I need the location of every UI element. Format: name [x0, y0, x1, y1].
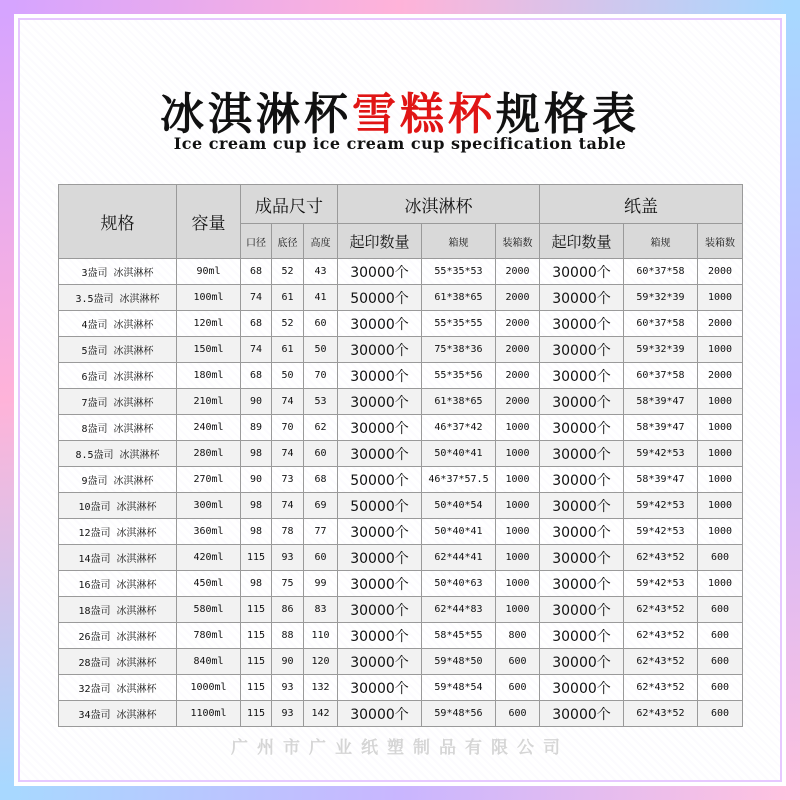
cup-box-spec-cell: 61*38*65 [422, 285, 496, 311]
cup-box-spec-cell: 62*44*83 [422, 597, 496, 623]
capacity-cell: 210ml [177, 389, 241, 415]
lid-box-qty-cell: 600 [698, 649, 743, 675]
bottom-cell: 88 [272, 623, 304, 649]
cup-box-qty-cell: 1000 [496, 467, 540, 493]
mouth-cell: 98 [241, 441, 272, 467]
lid-box-qty-cell: 1000 [698, 389, 743, 415]
height-cell: 120 [304, 649, 338, 675]
bottom-cell: 73 [272, 467, 304, 493]
bottom-cell: 93 [272, 701, 304, 727]
capacity-cell: 1100ml [177, 701, 241, 727]
lid-min-order-cell: 30000个 [540, 701, 624, 727]
spec-cell: 34盎司 冰淇淋杯 [59, 701, 177, 727]
bottom-cell: 52 [272, 259, 304, 285]
lid-box-spec-cell: 62*43*52 [624, 649, 698, 675]
height-cell: 60 [304, 311, 338, 337]
height-cell: 142 [304, 701, 338, 727]
lid-box-qty-cell: 1000 [698, 493, 743, 519]
cup-min-order-cell: 30000个 [338, 259, 422, 285]
spec-cell: 3盎司 冰淇淋杯 [59, 259, 177, 285]
capacity-cell: 180ml [177, 363, 241, 389]
lid-box-spec-cell: 62*43*52 [624, 701, 698, 727]
header-lid-box-spec: 箱规 [624, 224, 698, 259]
capacity-cell: 360ml [177, 519, 241, 545]
table-row [59, 545, 743, 571]
spec-cell: 9盎司 冰淇淋杯 [59, 467, 177, 493]
mouth-cell: 115 [241, 675, 272, 701]
table-row [59, 467, 743, 493]
bottom-cell: 61 [272, 337, 304, 363]
table-body [59, 259, 743, 727]
spec-cell: 28盎司 冰淇淋杯 [59, 649, 177, 675]
spec-cell: 32盎司 冰淇淋杯 [59, 675, 177, 701]
bottom-cell: 70 [272, 415, 304, 441]
height-cell: 99 [304, 571, 338, 597]
cup-min-order-cell: 30000个 [338, 519, 422, 545]
lid-box-qty-cell: 1000 [698, 571, 743, 597]
cup-min-order-cell: 30000个 [338, 415, 422, 441]
capacity-cell: 420ml [177, 545, 241, 571]
height-cell: 53 [304, 389, 338, 415]
cup-min-order-cell: 30000个 [338, 649, 422, 675]
lid-min-order-cell: 30000个 [540, 337, 624, 363]
lid-box-qty-cell: 1000 [698, 519, 743, 545]
spec-cell: 26盎司 冰淇淋杯 [59, 623, 177, 649]
lid-min-order-cell: 30000个 [540, 623, 624, 649]
mouth-cell: 98 [241, 493, 272, 519]
cup-box-qty-cell: 2000 [496, 259, 540, 285]
mouth-cell: 74 [241, 285, 272, 311]
table-row [59, 597, 743, 623]
cup-box-spec-cell: 46*37*42 [422, 415, 496, 441]
cup-box-qty-cell: 1000 [496, 415, 540, 441]
cup-box-qty-cell: 600 [496, 701, 540, 727]
height-cell: 50 [304, 337, 338, 363]
lid-box-spec-cell: 59*32*39 [624, 285, 698, 311]
bottom-cell: 61 [272, 285, 304, 311]
table-row [59, 311, 743, 337]
cup-box-qty-cell: 1000 [496, 545, 540, 571]
cup-min-order-cell: 50000个 [338, 467, 422, 493]
header-capacity: 容量 [177, 185, 241, 259]
capacity-cell: 840ml [177, 649, 241, 675]
lid-box-qty-cell: 1000 [698, 285, 743, 311]
lid-min-order-cell: 30000个 [540, 571, 624, 597]
header-cup-box-qty: 装箱数 [496, 224, 540, 259]
lid-box-spec-cell: 62*43*52 [624, 597, 698, 623]
lid-box-spec-cell: 59*42*53 [624, 493, 698, 519]
cup-box-spec-cell: 50*40*54 [422, 493, 496, 519]
table-row [59, 519, 743, 545]
spec-cell: 8盎司 冰淇淋杯 [59, 415, 177, 441]
table-row [59, 623, 743, 649]
spec-table [58, 184, 743, 727]
bottom-cell: 75 [272, 571, 304, 597]
table-row [59, 389, 743, 415]
lid-min-order-cell: 30000个 [540, 493, 624, 519]
capacity-cell: 580ml [177, 597, 241, 623]
header-spec: 规格 [59, 185, 177, 259]
cup-min-order-cell: 30000个 [338, 701, 422, 727]
height-cell: 43 [304, 259, 338, 285]
height-cell: 132 [304, 675, 338, 701]
mouth-cell: 89 [241, 415, 272, 441]
header-cup-box-spec: 箱规 [422, 224, 496, 259]
cup-min-order-cell: 30000个 [338, 571, 422, 597]
lid-min-order-cell: 30000个 [540, 363, 624, 389]
lid-box-spec-cell: 59*42*53 [624, 441, 698, 467]
height-cell: 110 [304, 623, 338, 649]
cup-box-qty-cell: 1000 [496, 571, 540, 597]
height-cell: 68 [304, 467, 338, 493]
cup-box-qty-cell: 2000 [496, 337, 540, 363]
capacity-cell: 90ml [177, 259, 241, 285]
mouth-cell: 115 [241, 701, 272, 727]
capacity-cell: 1000ml [177, 675, 241, 701]
cup-min-order-cell: 30000个 [338, 337, 422, 363]
lid-min-order-cell: 30000个 [540, 285, 624, 311]
lid-box-qty-cell: 600 [698, 701, 743, 727]
lid-min-order-cell: 30000个 [540, 597, 624, 623]
spec-cell: 3.5盎司 冰淇淋杯 [59, 285, 177, 311]
lid-min-order-cell: 30000个 [540, 415, 624, 441]
lid-box-spec-cell: 59*42*53 [624, 571, 698, 597]
cup-box-spec-cell: 75*38*36 [422, 337, 496, 363]
lid-box-spec-cell: 62*43*52 [624, 545, 698, 571]
spec-cell: 16盎司 冰淇淋杯 [59, 571, 177, 597]
lid-box-spec-cell: 58*39*47 [624, 415, 698, 441]
mouth-cell: 68 [241, 259, 272, 285]
capacity-cell: 280ml [177, 441, 241, 467]
table-row [59, 701, 743, 727]
lid-box-qty-cell: 600 [698, 675, 743, 701]
lid-min-order-cell: 30000个 [540, 519, 624, 545]
lid-box-qty-cell: 1000 [698, 467, 743, 493]
lid-box-spec-cell: 59*32*39 [624, 337, 698, 363]
lid-box-qty-cell: 1000 [698, 441, 743, 467]
cup-box-qty-cell: 600 [496, 675, 540, 701]
table-row [59, 675, 743, 701]
cup-box-qty-cell: 1000 [496, 519, 540, 545]
capacity-cell: 240ml [177, 415, 241, 441]
height-cell: 60 [304, 441, 338, 467]
mouth-cell: 90 [241, 389, 272, 415]
cup-box-qty-cell: 1000 [496, 597, 540, 623]
bottom-cell: 78 [272, 519, 304, 545]
bottom-cell: 74 [272, 493, 304, 519]
cup-min-order-cell: 30000个 [338, 389, 422, 415]
cup-box-qty-cell: 2000 [496, 389, 540, 415]
lid-min-order-cell: 30000个 [540, 311, 624, 337]
capacity-cell: 300ml [177, 493, 241, 519]
header-mouth: 口径 [241, 224, 272, 259]
height-cell: 70 [304, 363, 338, 389]
cup-box-qty-cell: 800 [496, 623, 540, 649]
table-row [59, 415, 743, 441]
lid-box-qty-cell: 600 [698, 623, 743, 649]
capacity-cell: 150ml [177, 337, 241, 363]
cup-box-qty-cell: 2000 [496, 363, 540, 389]
header-lid: 纸盖 [540, 185, 743, 224]
bottom-cell: 74 [272, 389, 304, 415]
mouth-cell: 115 [241, 545, 272, 571]
title-part-2: 雪糕杯 [352, 89, 496, 140]
title-part-3: 规格表 [496, 89, 640, 140]
lid-box-spec-cell: 62*43*52 [624, 623, 698, 649]
spec-cell: 7盎司 冰淇淋杯 [59, 389, 177, 415]
capacity-cell: 450ml [177, 571, 241, 597]
cup-box-spec-cell: 55*35*55 [422, 311, 496, 337]
header-lid-min-order: 起印数量 [540, 224, 624, 259]
cup-min-order-cell: 30000个 [338, 597, 422, 623]
cup-min-order-cell: 30000个 [338, 675, 422, 701]
cup-min-order-cell: 30000个 [338, 363, 422, 389]
cup-min-order-cell: 30000个 [338, 545, 422, 571]
cup-box-spec-cell: 62*44*41 [422, 545, 496, 571]
lid-box-qty-cell: 600 [698, 597, 743, 623]
cup-box-qty-cell: 2000 [496, 311, 540, 337]
table-row [59, 441, 743, 467]
page-subtitle: Ice cream cup ice cream cup specification table [173, 134, 627, 153]
header-height: 高度 [304, 224, 338, 259]
cup-box-spec-cell: 58*45*55 [422, 623, 496, 649]
bottom-cell: 93 [272, 675, 304, 701]
cup-min-order-cell: 30000个 [338, 311, 422, 337]
table-row [59, 259, 743, 285]
mouth-cell: 68 [241, 363, 272, 389]
lid-min-order-cell: 30000个 [540, 259, 624, 285]
cup-box-spec-cell: 59*48*56 [422, 701, 496, 727]
capacity-cell: 100ml [177, 285, 241, 311]
header-row-1 [59, 185, 743, 224]
page-title [0, 78, 800, 142]
spec-cell: 6盎司 冰淇淋杯 [59, 363, 177, 389]
lid-box-qty-cell: 1000 [698, 415, 743, 441]
lid-box-qty-cell: 1000 [698, 337, 743, 363]
spec-cell: 18盎司 冰淇淋杯 [59, 597, 177, 623]
lid-box-qty-cell: 2000 [698, 311, 743, 337]
cup-box-qty-cell: 1000 [496, 493, 540, 519]
bottom-cell: 74 [272, 441, 304, 467]
capacity-cell: 120ml [177, 311, 241, 337]
header-cup-min-order: 起印数量 [338, 224, 422, 259]
cup-min-order-cell: 50000个 [338, 285, 422, 311]
cup-box-qty-cell: 600 [496, 649, 540, 675]
header-size: 成品尺寸 [241, 185, 338, 224]
lid-box-spec-cell: 62*43*52 [624, 675, 698, 701]
height-cell: 83 [304, 597, 338, 623]
cup-box-spec-cell: 46*37*57.5 [422, 467, 496, 493]
cup-min-order-cell: 30000个 [338, 623, 422, 649]
spec-cell: 10盎司 冰淇淋杯 [59, 493, 177, 519]
cup-box-spec-cell: 50*40*41 [422, 441, 496, 467]
lid-box-spec-cell: 58*39*47 [624, 467, 698, 493]
capacity-cell: 270ml [177, 467, 241, 493]
table-row [59, 649, 743, 675]
spec-cell: 5盎司 冰淇淋杯 [59, 337, 177, 363]
lid-box-qty-cell: 2000 [698, 363, 743, 389]
lid-box-spec-cell: 60*37*58 [624, 311, 698, 337]
cup-box-spec-cell: 55*35*53 [422, 259, 496, 285]
spec-cell: 8.5盎司 冰淇淋杯 [59, 441, 177, 467]
cup-min-order-cell: 30000个 [338, 441, 422, 467]
cup-box-spec-cell: 55*35*56 [422, 363, 496, 389]
lid-min-order-cell: 30000个 [540, 389, 624, 415]
table-row [59, 493, 743, 519]
lid-box-spec-cell: 60*37*58 [624, 363, 698, 389]
bottom-cell: 90 [272, 649, 304, 675]
lid-min-order-cell: 30000个 [540, 545, 624, 571]
mouth-cell: 115 [241, 597, 272, 623]
header-bottom: 底径 [272, 224, 304, 259]
spec-cell: 12盎司 冰淇淋杯 [59, 519, 177, 545]
mouth-cell: 98 [241, 571, 272, 597]
lid-min-order-cell: 30000个 [540, 675, 624, 701]
company-watermark: 广州市广业纸塑制品有限公司 [231, 738, 569, 758]
lid-box-qty-cell: 2000 [698, 259, 743, 285]
height-cell: 77 [304, 519, 338, 545]
lid-min-order-cell: 30000个 [540, 441, 624, 467]
bottom-cell: 93 [272, 545, 304, 571]
cup-box-spec-cell: 50*40*63 [422, 571, 496, 597]
mouth-cell: 90 [241, 467, 272, 493]
spec-cell: 14盎司 冰淇淋杯 [59, 545, 177, 571]
cup-box-spec-cell: 50*40*41 [422, 519, 496, 545]
title-part-1: 冰淇淋杯 [160, 89, 352, 140]
cup-box-spec-cell: 61*38*65 [422, 389, 496, 415]
spec-cell: 4盎司 冰淇淋杯 [59, 311, 177, 337]
cup-min-order-cell: 50000个 [338, 493, 422, 519]
capacity-cell: 780ml [177, 623, 241, 649]
mouth-cell: 98 [241, 519, 272, 545]
mouth-cell: 68 [241, 311, 272, 337]
height-cell: 62 [304, 415, 338, 441]
cup-box-spec-cell: 59*48*50 [422, 649, 496, 675]
table-row [59, 363, 743, 389]
cup-box-qty-cell: 2000 [496, 285, 540, 311]
height-cell: 69 [304, 493, 338, 519]
lid-min-order-cell: 30000个 [540, 649, 624, 675]
lid-box-spec-cell: 60*37*58 [624, 259, 698, 285]
bottom-cell: 50 [272, 363, 304, 389]
cup-box-qty-cell: 1000 [496, 441, 540, 467]
header-lid-box-qty: 装箱数 [698, 224, 743, 259]
height-cell: 60 [304, 545, 338, 571]
table-row [59, 571, 743, 597]
bottom-cell: 86 [272, 597, 304, 623]
height-cell: 41 [304, 285, 338, 311]
bottom-cell: 52 [272, 311, 304, 337]
lid-box-spec-cell: 58*39*47 [624, 389, 698, 415]
cup-box-spec-cell: 59*48*54 [422, 675, 496, 701]
lid-box-spec-cell: 59*42*53 [624, 519, 698, 545]
lid-min-order-cell: 30000个 [540, 467, 624, 493]
mouth-cell: 115 [241, 623, 272, 649]
lid-box-qty-cell: 600 [698, 545, 743, 571]
table-row [59, 285, 743, 311]
mouth-cell: 74 [241, 337, 272, 363]
table-row [59, 337, 743, 363]
mouth-cell: 115 [241, 649, 272, 675]
header-cup: 冰淇淋杯 [338, 185, 540, 224]
